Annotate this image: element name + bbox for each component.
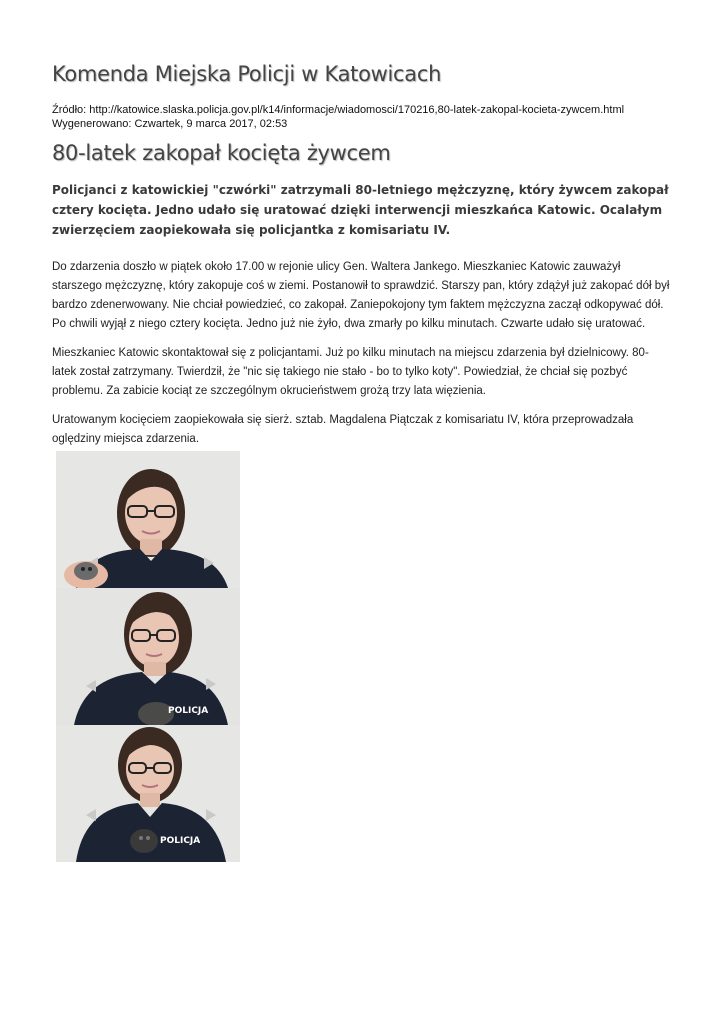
article-title: 80-latek zakopał kocięta żywcem — [52, 141, 391, 165]
article-body — [52, 258, 672, 459]
photo-gallery — [56, 451, 240, 862]
paragraph: Do zdarzenia doszło w piątek około 17.00 w rejonie ulicy Gen. Waltera Jankego. Mieszkaniec Katowic zauważył starszego mężczyznę, który zakopuje coś w ziemi. Postanowił to sprawdzić. Starszy pan, który zdążył już zakopać dół był bardzo zdenerwowany. Nie chciał powiedzieć, co zakopał. Zaniepokojony tym faktem mężczyzna zaczął odkopywać dół. Po chwili wyjął z niego cztery kocięta. Jedno już nie żyło, dwa zmarły po kilku minutach. Czwarte udało się uratować. — [52, 261, 670, 330]
site-title: Komenda Miejska Policji w Katowicach — [52, 62, 442, 86]
photo-policewoman-with-kitten-2 — [56, 588, 240, 725]
police-badge-text: POLICJA — [168, 706, 209, 716]
paragraph: Mieszkaniec Katowic skontaktował się z policjantami. Już po kilku minutach na miejscu zdarzenia był dzielnicowy. 80-latek został zatrzymany. Twierdził, że "nic się takiego nie stało - bo to tylko koty". Powiedział, że chciał się pozbyć problemu. Za zabicie kociąt ze szczególnym okrucieństwem grożą trzy lata więzienia. — [52, 347, 649, 397]
article-lead: Policjanci z katowickiej "czwórki" zatrzymali 80-letniego mężczyznę, który żywcem zakopał cztery kocięta. Jedno udało się uratować dzięki interwencji mieszkańca Katowic. Ocalałym zwierzęciem zaopiekowała się policjantka z komisariatu IV. — [52, 183, 669, 237]
source-line: Źródło: http://katowice.slaska.policja.gov.pl/k14/informacje/wiadomosci/170216,80-latek-zakopal-kocieta-zywcem.html — [52, 104, 625, 116]
generated-line: Wygenerowano: Czwartek, 9 marca 2017, 02:53 — [52, 118, 288, 130]
document-meta — [52, 103, 624, 131]
photo-policewoman-with-kitten-3 — [56, 725, 240, 862]
paragraph: Uratowanym kocięciem zaopiekowała się sierż. sztab. Magdalena Piątczak z komisariatu IV, która przeprowadzała oględziny miejsca zdarzenia. — [52, 414, 634, 445]
police-badge-text: POLICJA — [160, 836, 201, 846]
photo-policewoman-with-kitten-1 — [56, 451, 240, 588]
